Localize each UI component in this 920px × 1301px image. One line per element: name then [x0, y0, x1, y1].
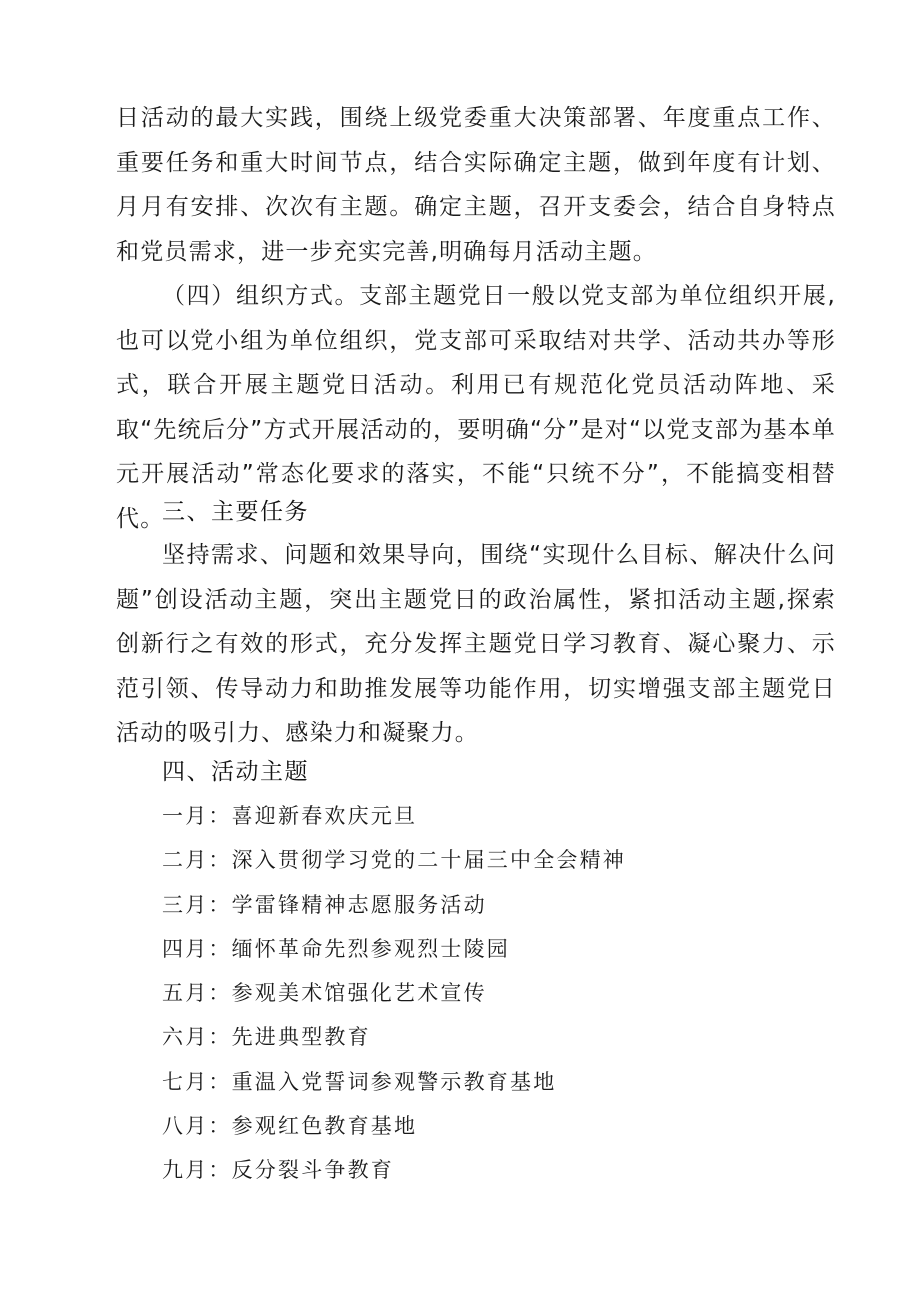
- month-theme-item: 三月：学雷锋精神志愿服务活动: [162, 892, 487, 917]
- section-heading-activity-themes: 四、活动主题: [162, 759, 309, 785]
- monthly-theme-list: [162, 794, 626, 1193]
- month-theme-item: 七月：重温入党誓词参观警示教育基地: [162, 1069, 557, 1094]
- month-theme-item: 五月：参观美术馆强化艺术宣传: [162, 981, 487, 1006]
- month-theme-item: 八月：参观红色教育基地: [162, 1114, 418, 1139]
- paragraph-organization-method: （四）组织方式。支部主题党日一般以党支部为单位组织开展,也可以党小组为单位组织，党支部可采取结对共学、活动共办等形式，联合开展主题党日活动。利用已有规范化党员活动阵地、采取“先统后分”方式开展活动的，要明确“分”是对“以党支部为基本单元开展活动”常态化要求的落实，不能“只统不分”，不能搞变相替代。: [116, 283, 836, 532]
- month-theme-item: 二月：深入贯彻学习党的二十届三中全会精神: [162, 848, 626, 873]
- month-theme-item: 一月：喜迎新春欢庆元旦: [162, 804, 418, 828]
- paragraph-main-tasks: 坚持需求、问题和效果导向，围绕“实现什么目标、解决什么问题”创设活动主题，突出主题党日的政治属性，紧扣活动主题,探索创新行之有效的形式，充分发挥主题党日学习教育、凝心聚力、示范引领、传导动力和助推发展等功能作用，切实增强支部主题党日活动的吸引力、感染力和凝聚力。: [116, 542, 836, 746]
- month-theme-item: 四月：缅怀革命先烈参观烈士陵园: [162, 936, 510, 961]
- paragraph-theme-determination: 日活动的最大实践，围绕上级党委重大决策部署、年度重点工作、重要任务和重大时间节点，结合实际确定主题，做到年度有计划、月月有安排、次次有主题。确定主题，召开支委会，结合自身特点和党员需求，进一步充实完善,明确每月活动主题。: [116, 105, 836, 265]
- month-theme-item: 六月：先进典型教育: [162, 1025, 371, 1050]
- section-heading-main-tasks: 三、主要任务: [162, 499, 309, 525]
- month-theme-item: 九月：反分裂斗争教育: [162, 1158, 394, 1183]
